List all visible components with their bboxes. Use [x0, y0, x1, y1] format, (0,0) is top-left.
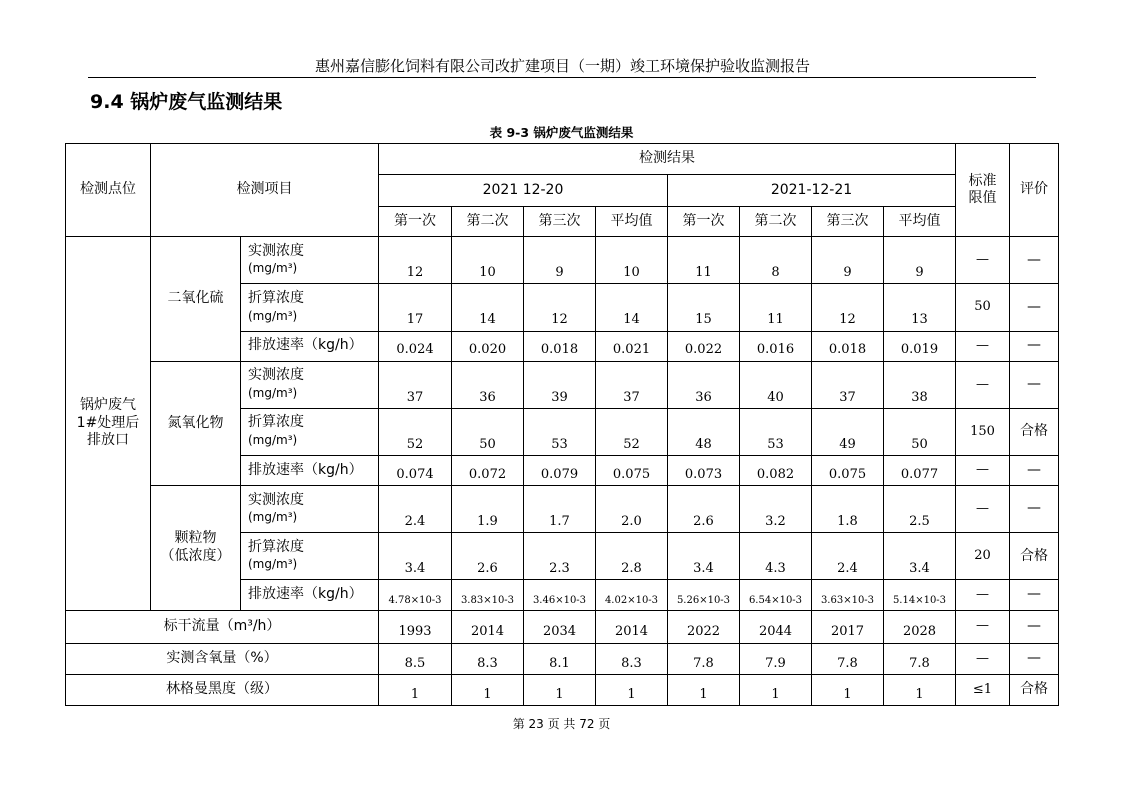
- table-row: [66, 610, 1059, 643]
- item-unit: (mg/m³): [248, 261, 298, 276]
- header-evaluation: 评价: [1010, 144, 1059, 237]
- value-cell: 8: [740, 237, 812, 284]
- extra-item-label: 标干流量（m³/h）: [66, 610, 379, 643]
- value-cell: 39: [524, 361, 596, 408]
- value-cell: 0.022: [668, 331, 740, 361]
- table-row: [66, 237, 1059, 284]
- value-cell: 3.4: [884, 533, 956, 580]
- value-cell: 1: [379, 674, 452, 705]
- value-cell: 53: [524, 408, 596, 455]
- value-cell: 11: [668, 237, 740, 284]
- value-cell: 37: [812, 361, 884, 408]
- header-date: 2021-12-21: [668, 175, 956, 207]
- value-cell: 2.6: [452, 533, 524, 580]
- value-cell: 0.019: [884, 331, 956, 361]
- value-cell: 1: [884, 674, 956, 705]
- value-cell: 12: [379, 237, 452, 284]
- value-cell: 2.4: [379, 486, 452, 533]
- value-cell: 1: [524, 674, 596, 705]
- value-cell: 11: [740, 284, 812, 331]
- value-cell: 0.018: [812, 331, 884, 361]
- value-cell: 7.8: [884, 643, 956, 674]
- value-cell: 7.9: [740, 643, 812, 674]
- header-standard: 标准 限值: [956, 144, 1010, 237]
- value-cell: 3.46×10-3: [524, 580, 596, 610]
- evaluation-cell: —: [1010, 486, 1059, 533]
- standard-cell: —: [956, 237, 1010, 284]
- value-cell: 4.78×10-3: [379, 580, 452, 610]
- table-row: [66, 643, 1059, 674]
- value-cell: 15: [668, 284, 740, 331]
- value-cell: 38: [884, 361, 956, 408]
- value-cell: 2.3: [524, 533, 596, 580]
- evaluation-cell: —: [1010, 284, 1059, 331]
- value-cell: 10: [452, 237, 524, 284]
- evaluation-cell: —: [1010, 610, 1059, 643]
- standard-cell: —: [956, 610, 1010, 643]
- evaluation-cell: —: [1010, 361, 1059, 408]
- item-label: [241, 237, 379, 284]
- value-cell: 8.3: [452, 643, 524, 674]
- value-cell: 14: [596, 284, 668, 331]
- header-run: 第三次: [812, 207, 884, 237]
- value-cell: 1: [452, 674, 524, 705]
- value-cell: 1: [812, 674, 884, 705]
- value-cell: 2022: [668, 610, 740, 643]
- value-cell: 48: [668, 408, 740, 455]
- value-cell: 10: [596, 237, 668, 284]
- header-run: 平均值: [596, 207, 668, 237]
- value-cell: 0.073: [668, 456, 740, 486]
- report-header: 惠州嘉信膨化饲料有限公司改扩建项目（一期）竣工环境保护验收监测报告: [314, 57, 810, 75]
- evaluation-cell: 合格: [1010, 674, 1059, 705]
- value-cell: 2014: [452, 610, 524, 643]
- value-cell: 3.4: [668, 533, 740, 580]
- value-cell: 8.1: [524, 643, 596, 674]
- item-unit: (mg/m³): [248, 432, 298, 447]
- header-run: 第二次: [452, 207, 524, 237]
- value-cell: 5.26×10-3: [668, 580, 740, 610]
- value-cell: 1.7: [524, 486, 596, 533]
- standard-cell: 50: [956, 284, 1010, 331]
- value-cell: 1: [596, 674, 668, 705]
- value-cell: 3.2: [740, 486, 812, 533]
- value-cell: 2.4: [812, 533, 884, 580]
- evaluation-cell: —: [1010, 456, 1059, 486]
- page-footer: 第 23 页 共 72 页: [512, 717, 611, 731]
- item-label-text: 折算浓度: [248, 290, 304, 307]
- value-cell: 1: [740, 674, 812, 705]
- value-cell: 52: [596, 408, 668, 455]
- item-label-text: 排放速率（kg/h）: [248, 461, 363, 478]
- value-cell: 14: [452, 284, 524, 331]
- value-cell: 2017: [812, 610, 884, 643]
- value-cell: 9: [524, 237, 596, 284]
- item-unit: (mg/m³): [248, 510, 298, 525]
- evaluation-cell: —: [1010, 331, 1059, 361]
- item-label: [241, 533, 379, 580]
- value-cell: 7.8: [812, 643, 884, 674]
- value-cell: 36: [668, 361, 740, 408]
- value-cell: 12: [524, 284, 596, 331]
- evaluation-cell: —: [1010, 643, 1059, 674]
- value-cell: 2028: [884, 610, 956, 643]
- value-cell: 0.018: [524, 331, 596, 361]
- value-cell: 2014: [596, 610, 668, 643]
- header-run: 第一次: [379, 207, 452, 237]
- value-cell: 53: [740, 408, 812, 455]
- value-cell: 2044: [740, 610, 812, 643]
- item-label-text: 实测浓度: [248, 242, 304, 259]
- item-label: [241, 284, 379, 331]
- value-cell: 1.9: [452, 486, 524, 533]
- value-cell: 0.075: [812, 456, 884, 486]
- value-cell: 5.14×10-3: [884, 580, 956, 610]
- evaluation-cell: —: [1010, 237, 1059, 284]
- standard-cell: 150: [956, 408, 1010, 455]
- value-cell: 1993: [379, 610, 452, 643]
- value-cell: 0.072: [452, 456, 524, 486]
- value-cell: 52: [379, 408, 452, 455]
- value-cell: 40: [740, 361, 812, 408]
- standard-cell: —: [956, 331, 1010, 361]
- value-cell: 0.082: [740, 456, 812, 486]
- value-cell: 8.5: [379, 643, 452, 674]
- standard-cell: —: [956, 361, 1010, 408]
- value-cell: 0.021: [596, 331, 668, 361]
- section-heading: 9.4 锅炉废气监测结果: [90, 91, 283, 113]
- value-cell: 17: [379, 284, 452, 331]
- value-cell: 6.54×10-3: [740, 580, 812, 610]
- value-cell: 0.075: [596, 456, 668, 486]
- header-point: 检测点位: [66, 144, 151, 237]
- item-label: [241, 456, 379, 486]
- evaluation-cell: 合格: [1010, 408, 1059, 455]
- item-label-text: 排放速率（kg/h）: [248, 586, 363, 603]
- value-cell: 2034: [524, 610, 596, 643]
- header-divider: [88, 77, 1036, 78]
- value-cell: 37: [379, 361, 452, 408]
- table-row: [66, 361, 1059, 408]
- value-cell: 9: [884, 237, 956, 284]
- monitoring-point: 锅炉废气 1#处理后 排放口: [66, 237, 151, 610]
- header-date: 2021 12-20: [379, 175, 668, 207]
- header-run: 第三次: [524, 207, 596, 237]
- item-unit: (mg/m³): [248, 385, 298, 400]
- value-cell: 50: [452, 408, 524, 455]
- value-cell: 3.83×10-3: [452, 580, 524, 610]
- value-cell: 0.074: [379, 456, 452, 486]
- value-cell: 0.020: [452, 331, 524, 361]
- value-cell: 0.016: [740, 331, 812, 361]
- value-cell: 50: [884, 408, 956, 455]
- item-label-text: 实测浓度: [248, 491, 304, 508]
- value-cell: 9: [812, 237, 884, 284]
- table-row: [66, 486, 1059, 533]
- standard-cell: —: [956, 456, 1010, 486]
- standard-cell: —: [956, 580, 1010, 610]
- value-cell: 3.63×10-3: [812, 580, 884, 610]
- standard-cell: —: [956, 486, 1010, 533]
- value-cell: 0.079: [524, 456, 596, 486]
- extra-item-label: 林格曼黑度（级）: [66, 674, 379, 705]
- pollutant-name: 氮氧化物: [151, 361, 241, 485]
- results-table: [65, 143, 1059, 706]
- standard-cell: ≤1: [956, 674, 1010, 705]
- header-results: 检测结果: [379, 144, 956, 175]
- value-cell: 2.6: [668, 486, 740, 533]
- item-label: [241, 331, 379, 361]
- value-cell: 0.077: [884, 456, 956, 486]
- extra-item-label: 实测含氧量（%）: [66, 643, 379, 674]
- item-unit: (mg/m³): [248, 557, 298, 572]
- value-cell: 2.0: [596, 486, 668, 533]
- value-cell: 8.3: [596, 643, 668, 674]
- value-cell: 2.8: [596, 533, 668, 580]
- value-cell: 4.3: [740, 533, 812, 580]
- item-label: [241, 486, 379, 533]
- table-caption: 表 9-3 锅炉废气监测结果: [489, 125, 634, 140]
- item-label: [241, 361, 379, 408]
- value-cell: 7.8: [668, 643, 740, 674]
- header-item: 检测项目: [151, 144, 379, 237]
- value-cell: 4.02×10-3: [596, 580, 668, 610]
- value-cell: 1.8: [812, 486, 884, 533]
- value-cell: 1: [668, 674, 740, 705]
- value-cell: 36: [452, 361, 524, 408]
- value-cell: 13: [884, 284, 956, 331]
- pollutant-name: 颗粒物 （低浓度）: [151, 486, 241, 610]
- header-run: 第二次: [740, 207, 812, 237]
- item-label: [241, 408, 379, 455]
- value-cell: 49: [812, 408, 884, 455]
- value-cell: 0.024: [379, 331, 452, 361]
- value-cell: 3.4: [379, 533, 452, 580]
- standard-cell: —: [956, 643, 1010, 674]
- item-label: [241, 580, 379, 610]
- header-run: 平均值: [884, 207, 956, 237]
- value-cell: 37: [596, 361, 668, 408]
- evaluation-cell: —: [1010, 580, 1059, 610]
- value-cell: 12: [812, 284, 884, 331]
- item-unit: (mg/m³): [248, 308, 298, 323]
- item-label-text: 排放速率（kg/h）: [248, 337, 363, 354]
- pollutant-name: 二氧化硫: [151, 237, 241, 361]
- item-label-text: 折算浓度: [248, 414, 304, 431]
- evaluation-cell: 合格: [1010, 533, 1059, 580]
- item-label-text: 折算浓度: [248, 538, 304, 555]
- header-run: 第一次: [668, 207, 740, 237]
- item-label-text: 实测浓度: [248, 367, 304, 384]
- standard-cell: 20: [956, 533, 1010, 580]
- table-row: [66, 674, 1059, 705]
- value-cell: 2.5: [884, 486, 956, 533]
